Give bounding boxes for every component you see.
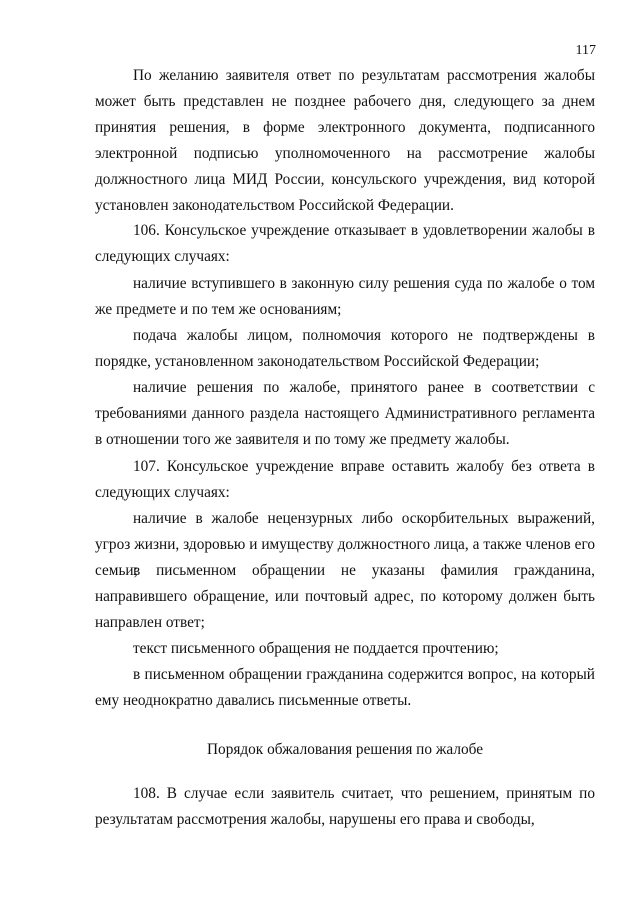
paragraph-107-obscene: наличие в жалобе нецензурных либо оскорбительных выражений, угроз жизни, здоровью и имуществу должностного лица, а также членов его семьи; <box>95 510 595 580</box>
paragraph-107-no-name: в письменном обращении не указаны фамилия гражданина, направившего обращение, или почтовый адрес, по которому должен быть направлен ответ; <box>95 562 595 632</box>
paragraph-106-court-decision: наличие вступившего в законную силу решения суда по жалобе о том же предмете и по тем же основаниям; <box>95 275 595 319</box>
paragraph-107-repeated: в письменном обращении гражданина содержится вопрос, на который ему неоднократно давались письменные ответы. <box>95 666 595 710</box>
paragraph-106: 106. Консульское учреждение отказывает в удовлетворении жалобы в следующих случаях: <box>95 222 595 266</box>
page-number: 117 <box>575 43 596 58</box>
paragraph-106-authority: подача жалобы лицом, полномочия которого не подтверждены в порядке, установленном законодательством Российской Федерации; <box>95 327 595 371</box>
paragraph-106-prior-decision: наличие решения по жалобе, принятого ранее в соответствии с требованиями данного раздела настоящего Административного регламента в отношении того же заявителя и по тому же предмету жалобы. <box>95 379 595 449</box>
section-heading: Порядок обжалования решения по жалобе <box>207 741 483 758</box>
paragraph-108: 108. В случае если заявитель считает, что решением, принятым по результатам рассмотрения жалобы, нарушены его права и свободы, <box>95 785 595 829</box>
paragraph-107-unreadable: текст письменного обращения не поддается прочтению; <box>133 640 499 657</box>
paragraph-107: 107. Консульское учреждение вправе оставить жалобу без ответа в следующих случаях: <box>95 458 595 502</box>
paragraph-response-form: По желанию заявителя ответ по результатам рассмотрения жалобы может быть представлен не позднее рабочего дня, следующего за днем принятия решения, в форме электронного документа, подписанного электронной подписью уполномоченного на рассмотрение жалобы должностного лица МИД России, консульского учреждения, вид которой установлен законодательством Российской Федерации. <box>95 67 595 215</box>
